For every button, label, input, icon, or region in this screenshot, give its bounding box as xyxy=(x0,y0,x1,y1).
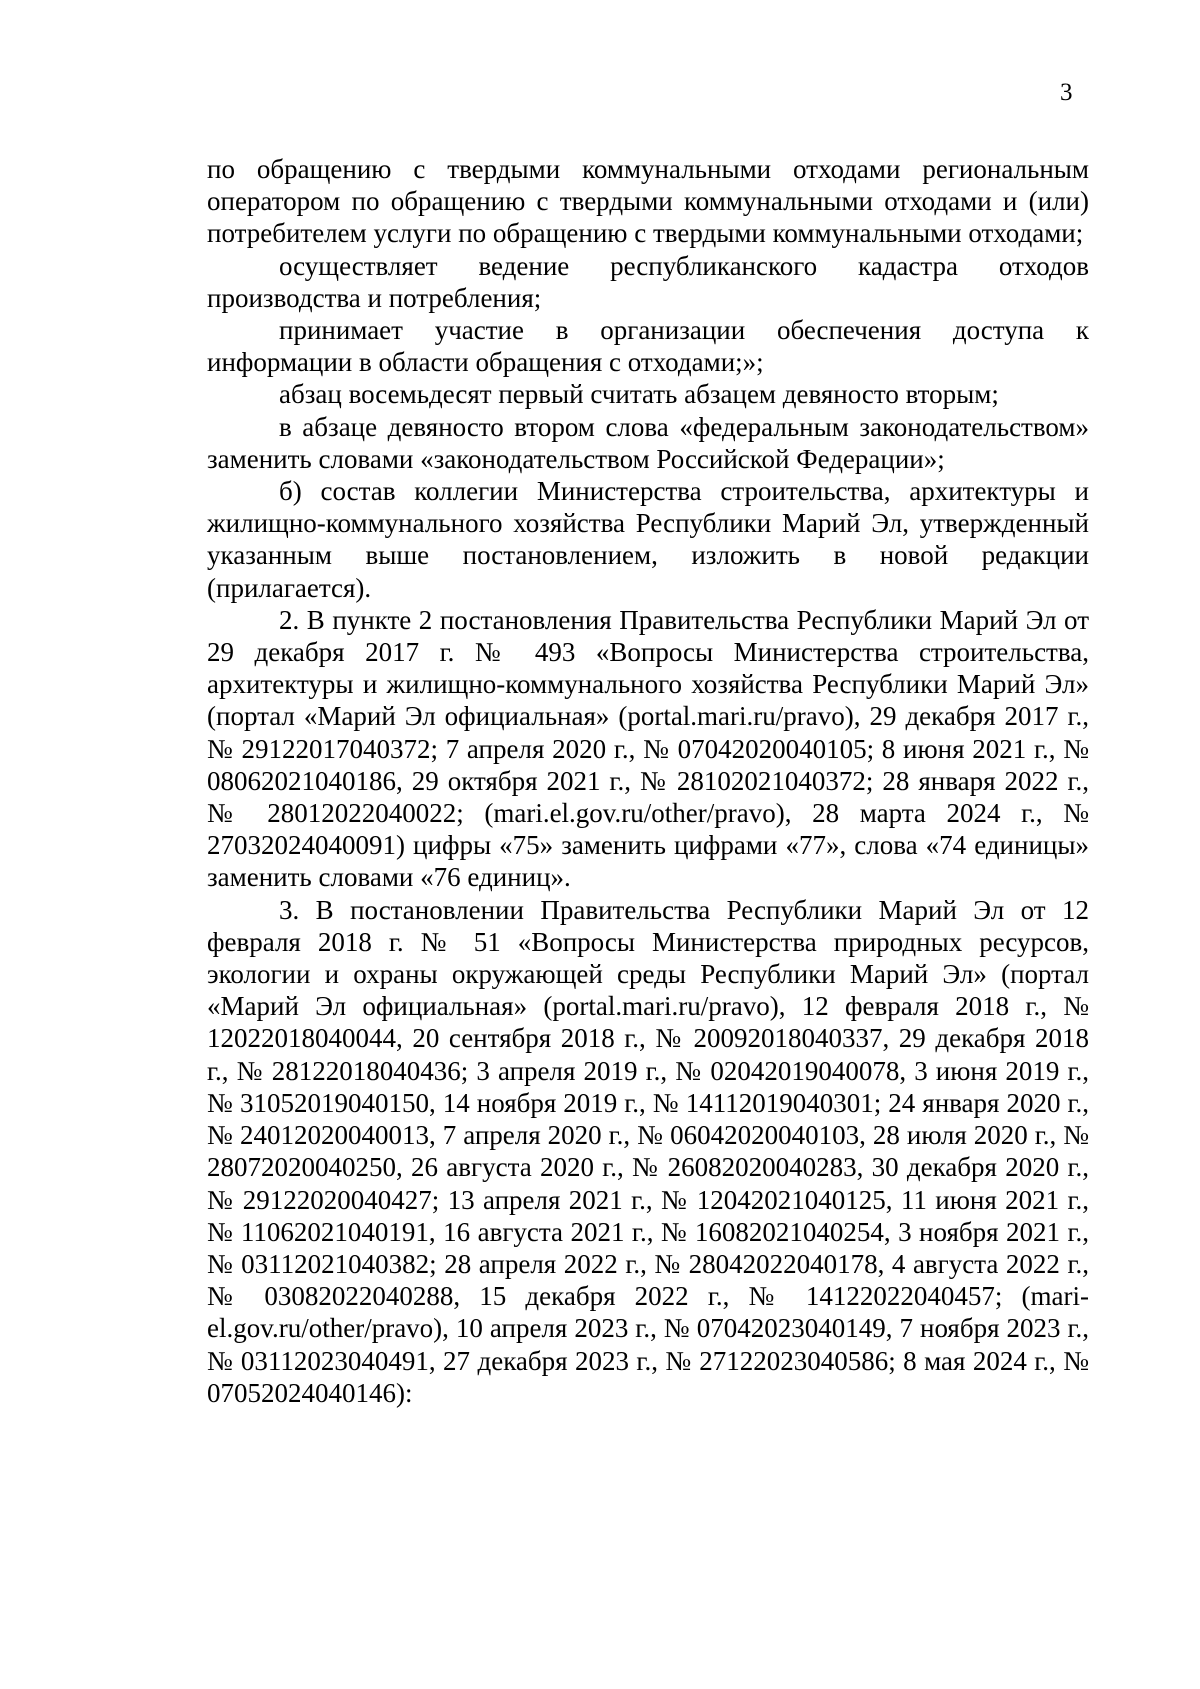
paragraph-item-3: 3. В постановлении Правительства Республики Марий Эл от 12 февраля 2018 г. № 51 «Вопросы Министерства природных ресурсов, экологии и охраны окружающей среды Республики Марий Эл» (портал «Марий Эл официальная» (portal.mari.ru/pravo), 12 февраля 2018 г., № 12022018040044, 20 сентября 2018 г., № 20092018040337, 29 декабря 2018 г., № 28122018040436; 3 апреля 2019 г., № 02042019040078, 3 июня 2019 г., № 31052019040150, 14 ноября 2019 г., № 14112019040301; 24 января 2020 г., № 24012020040013, 7 апреля 2020 г., № 06042020040103, 28 июля 2020 г., № 28072020040250, 26 августа 2020 г., № 26082020040283, 30 декабря 2020 г., № 29122020040427; 13 апреля 2021 г., № 12042021040125, 11 июня 2021 г., № 11062021040191, 16 августа 2021 г., № 16082021040254, 3 ноября 2021 г., № 03112021040382; 28 апреля 2022 г., № 28042022040178, 4 августа 2022 г., № 03082022040288, 15 декабря 2022 г., № 14122022040457; (mari-el.gov.ru/other/pravo), 10 апреля 2023 г., № 07042023040149, 7 ноября 2023 г., № 03112023040491, 27 декабря 2023 г., № 27122023040586; 8 мая 2024 г., № 07052024040146): xyxy=(207,894,1089,1408)
document-body xyxy=(207,153,1089,1409)
paragraph-renumber: абзац восемьдесят первый считать абзацем девяносто вторым; xyxy=(279,379,999,410)
page-number: 3 xyxy=(1060,79,1073,106)
paragraph-replace-words: в абзаце девяносто втором слова «федеральным законодательством» заменить словами «законодательством Российской Федерации»; xyxy=(207,411,1089,474)
paragraph-collegium: б) состав коллегии Министерства строительства, архитектуры и жилищно-коммунального хозяйства Республики Марий Эл, утвержденный указанным выше постановлением, изложить в новой редакции (прилагается). xyxy=(207,476,1089,603)
paragraph-item-2: 2. В пункте 2 постановления Правительства Республики Марий Эл от 29 декабря 2017 г. № 493 «Вопросы Министерства строительства, архитектуры и жилищно-коммунального хозяйства Республики Марий Эл» (портал «Марий Эл официальная» (portal.mari.ru/pravo), 29 декабря 2017 г., № 29122017040372; 7 апреля 2020 г., № 07042020040105; 8 июня 2021 г., № 08062021040186, 29 октября 2021 г., № 28102021040372; 28 января 2022 г., № 28012022040022; (mari.el.gov.ru/other/pravo), 28 марта 2024 г., № 27032024040091) цифры «75» заменить цифрами «77», слова «74 единицы» заменить словами «76 единиц». xyxy=(207,604,1089,893)
paragraph-continuation: по обращению с твердыми коммунальными отходами региональным оператором по обращению с твердыми коммунальными отходами и (или) потребителем услуги по обращению с твердыми коммунальными отходами; xyxy=(207,154,1089,249)
paragraph-information-access: принимает участие в организации обеспечения доступа к информации в области обращения с отходами;»; xyxy=(207,315,1089,378)
paragraph-cadastre: осуществляет ведение республиканского кадастра отходов производства и потребления; xyxy=(207,250,1089,313)
